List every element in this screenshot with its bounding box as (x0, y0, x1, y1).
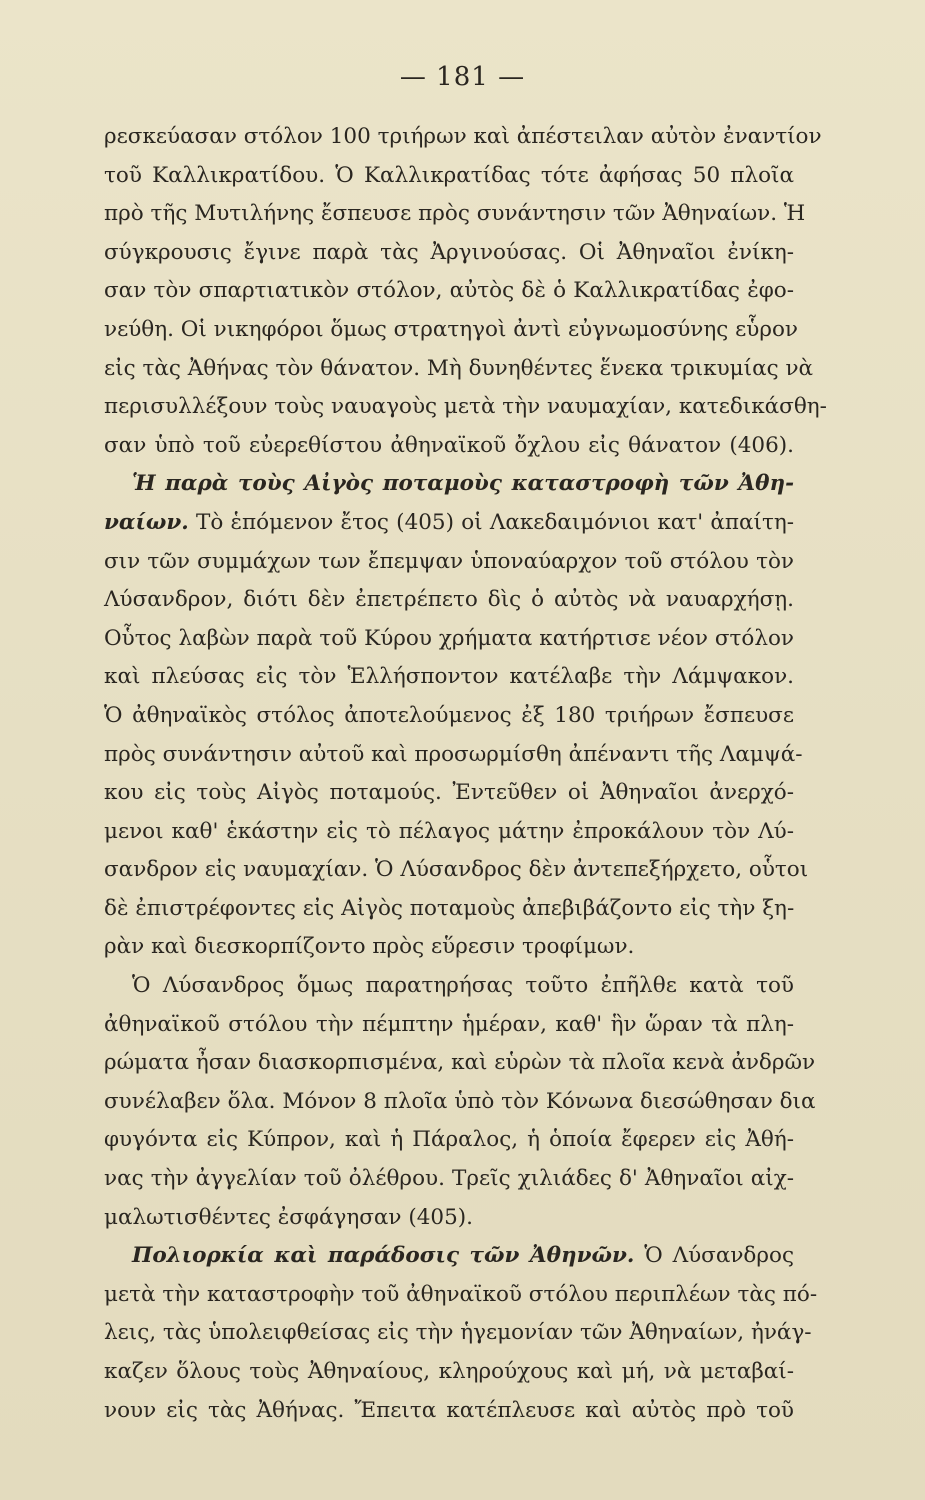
text-line: ρώματα ἦσαν διασκορπισμένα, καὶ εὑρὼν τὰ πλοῖα κενὰ ἀνδρῶν (104, 1050, 816, 1076)
section-heading-aegospotami-end: ναίων. (104, 509, 189, 535)
text-line (104, 1237, 794, 1276)
text-line: σιν τῶν συμμάχων των ἔπεμψαν ὑποναύαρχον τοῦ στόλου τὸν (104, 548, 794, 574)
text-line: Λύσανδρον, διότι δὲν ἐπετρέπετο δὶς ὁ αὐτὸς νὰ ναυαρχήσῃ. (104, 587, 794, 613)
text-line: ρεσκεύασαν στόλον 100 τριήρων καὶ ἀπέστειλαν αὐτὸν ἐναντίον (104, 124, 822, 149)
section-heading-siege: Πολιορκία καὶ παράδοσις τῶν Ἀθηνῶν. (132, 1243, 635, 1269)
text-line: ἀθηναϊκοῦ στόλου τὴν πέμπτην ἡμέραν, καθ' ἣν ὥραν τὰ πλη- (104, 1011, 794, 1037)
text-line: νας τὴν ἀγγελίαν τοῦ ὀλέθρου. Τρεῖς χιλιάδες δ' Ἀθηναῖοι αἰχ- (104, 1166, 794, 1192)
text-line: νεύθη. Οἱ νικηφόροι ὅμως στρατηγοὶ ἀντὶ εὐγνωμοσύνης εὗρον (104, 316, 798, 342)
text-line: μαλωτισθέντες ἐσφάγησαν (405). (104, 1204, 473, 1230)
text-line: νουν εἰς τὰς Ἀθήνας. Ἔπειτα κατέπλευσε καὶ αὐτὸς πρὸ τοῦ (104, 1397, 794, 1423)
text-span: Τὸ ἑπόμενον ἔτος (405) οἱ Λακεδαιμόνιοι κατ' ἀπαίτη- (195, 509, 794, 535)
text-line: περισυλλέξουν τοὺς ναυαγοὺς μετὰ τὴν ναυμαχίαν, κατεδικάσθη- (104, 394, 827, 420)
text-span: Ὁ Λύσανδρος (644, 1243, 794, 1269)
text-line: καὶ πλεύσας εἰς τὸν Ἑλλήσποντον κατέλαβε τὴν Λάμψακον. (104, 664, 794, 690)
text-line: δὲ ἐπιστρέφοντες εἰς Αἰγὸς ποταμοὺς ἀπεβιβάζοντο εἰς τὴν ξη- (104, 895, 795, 921)
page-number: — 181 — (399, 62, 526, 92)
text-line: σαν ὑπὸ τοῦ εὐερεθίστου ἀθηναϊκοῦ ὄχλου εἰς θάνατον (406). (104, 432, 794, 458)
text-line: συνέλαβεν ὅλα. Μόνον 8 πλοῖα ὑπὸ τὸν Κόνωνα διεσώθησαν δια (104, 1088, 816, 1114)
text-line (104, 504, 794, 543)
text-line: κου εἰς τοὺς Αἰγὸς ποταμούς. Ἐντεῦθεν οἱ Ἀθηναῖοι ἀνερχό- (104, 780, 794, 806)
section-heading-line (104, 465, 794, 504)
text-line: πρὸ τῆς Μυτιλήνης ἔσπευσε πρὸς συνάντησιν τῶν Ἀθηναίων. Ἡ (104, 201, 806, 227)
text-line: Ὁ ἀθηναϊκὸς στόλος ἀποτελούμενος ἐξ 180 τριήρων ἔσπευσε (104, 702, 794, 728)
text-line: πρὸς συνάντησιν αὐτοῦ καὶ προσωρμίσθη ἀπέναντι τῆς Λαμψά- (104, 741, 803, 767)
text-line: ρὰν καὶ διεσκορπίζοντο πρὸς εὕρεσιν τροφίμων. (104, 934, 635, 960)
text-line: εἰς τὰς Ἀθήνας τὸν θάνατον. Μὴ δυνηθέντες ἕνεκα τρικυμίας νὰ (104, 355, 814, 381)
text-line: σανδρον εἰς ναυμαχίαν. Ὁ Λύσανδρος δὲν ἀντεπεξήρχετο, οὗτοι (104, 857, 809, 883)
text-line: καζεν ὅλους τοὺς Ἀθηναίους, κληρούχους καὶ μή, νὰ μεταβαί- (104, 1359, 794, 1384)
text-line: μετὰ τὴν καταστροφὴν τοῦ ἀθηναϊκοῦ στόλου περιπλέων τὰς πό- (104, 1281, 818, 1307)
text-line: σύγκρουσις ἔγινε παρὰ τὰς Ἀργινούσας. Οἱ Ἀθηναῖοι ἐνίκη- (104, 239, 794, 265)
text-line: φυγόντα εἰς Κύπρον, καὶ ἡ Πάραλος, ἡ ὁποία ἔφερεν εἰς Ἀθή- (104, 1127, 794, 1153)
text-line: λεις, τὰς ὑπολειφθείσας εἰς τὴν ἡγεμονίαν τῶν Ἀθηναίων, ἠνάγ- (104, 1320, 812, 1346)
text-line: Ὁ Λύσανδρος ὅμως παρατηρήσας τοῦτο ἐπῆλθε κατὰ τοῦ (132, 973, 794, 999)
page-body (104, 118, 827, 1430)
text-line: τοῦ Καλλικρατίδου. Ὁ Καλλικρατίδας τότε ἀφήσας 50 πλοῖα (104, 162, 794, 188)
text-line: Οὗτος λαβὼν παρὰ τοῦ Κύρου χρήματα κατήρτισε νέον στόλον (104, 625, 794, 651)
text-line: μενοι καθ' ἑκάστην εἰς τὸ πέλαγος μάτην ἐπροκάλουν τὸν Λύ- (104, 818, 794, 844)
text-line: σαν τὸν σπαρτιατικὸν στόλον, αὐτὸς δὲ ὁ Καλλικρατίδας ἐφο- (104, 278, 794, 304)
section-heading-aegospotami: Ἡ παρὰ τοὺς Αἰγὸς ποταμοὺς καταστροφὴ τῶν Ἀθη- (132, 471, 794, 497)
